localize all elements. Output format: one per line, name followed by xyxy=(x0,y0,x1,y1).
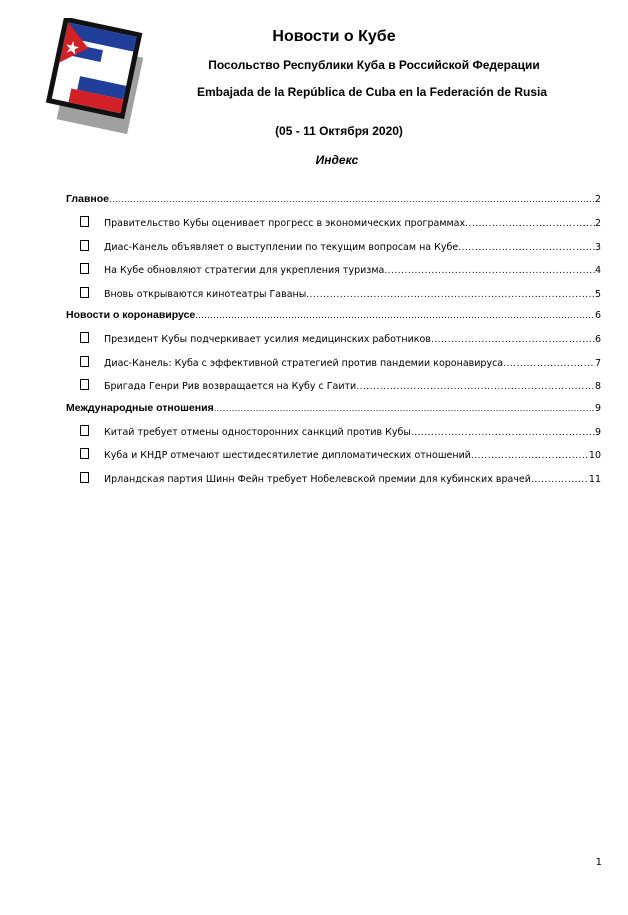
toc-section-coronavirus[interactable] xyxy=(66,309,601,331)
toc-entry-text: Президент Кубы подчеркивает усилия медицинских работников xyxy=(104,334,431,345)
toc-entry-text: Правительство Кубы оценивает прогресс в экономических программах xyxy=(104,218,466,229)
page-number: 1 xyxy=(595,857,602,868)
toc-section-title: Международные отношения xyxy=(66,401,214,414)
dot-leader xyxy=(195,310,595,320)
toc-page-number: 6 xyxy=(594,310,601,321)
subtitle-russian: Посольство Республики Куба в Российской Федерации xyxy=(208,58,540,72)
toc-page-number: 8 xyxy=(594,381,601,392)
dot-leader xyxy=(503,359,595,369)
dot-leader xyxy=(384,266,595,276)
dot-leader xyxy=(465,219,595,229)
index-heading: Индекс xyxy=(315,153,359,167)
bullet-box-icon xyxy=(80,216,89,227)
toc-entry-text: На Кубе обновляют стратегии для укрепления туризма xyxy=(104,265,385,276)
bullet-box-icon xyxy=(80,263,89,274)
toc-page-number: 10 xyxy=(588,450,601,461)
toc-section-title: Новости о коронавирусе xyxy=(66,309,196,321)
toc-entry-text: Китай требует отмены односторонних санкций против Кубы xyxy=(104,426,411,438)
bullet-box-icon xyxy=(80,448,89,459)
dot-leader xyxy=(109,194,595,204)
bullet-box-icon xyxy=(80,425,89,436)
dot-leader xyxy=(458,243,595,253)
toc-entry[interactable] xyxy=(66,262,601,286)
toc-section-title: Главное xyxy=(66,193,109,205)
toc-page-number: 9 xyxy=(594,426,601,438)
date-range: (05 - 11 Октября 2020) xyxy=(275,124,403,138)
dot-leader xyxy=(356,382,595,392)
toc-entry-text: Вновь открываются кинотеатры Гаваны xyxy=(104,288,307,300)
dot-leader xyxy=(306,290,595,300)
toc-entry-text: Диас-Канель объявляет о выступлении по текущим вопросам на Кубе xyxy=(104,241,459,253)
toc-page-number: 5 xyxy=(594,288,601,300)
toc-entry[interactable] xyxy=(66,471,601,495)
toc-entry[interactable] xyxy=(66,239,601,263)
dot-leader xyxy=(531,475,589,485)
bullet-box-icon xyxy=(80,332,89,343)
toc-entry[interactable] xyxy=(66,286,601,310)
page-title: Новости о Кубе xyxy=(272,28,396,45)
toc-page-number: 3 xyxy=(594,241,601,253)
toc-entry-text: Ирландская партия Шинн Фейн требует Нобелевской премии для кубинских врачей xyxy=(104,473,531,485)
toc-page-number: 6 xyxy=(594,334,601,345)
toc-page-number: 9 xyxy=(594,402,601,414)
toc-entry[interactable] xyxy=(66,378,601,402)
subtitle-spanish: Embajada de la República de Cuba en la Federación de Rusia xyxy=(196,85,548,99)
toc-page-number: 2 xyxy=(594,194,601,205)
table-of-contents xyxy=(66,193,601,494)
dot-leader xyxy=(214,403,595,413)
toc-section-international[interactable] xyxy=(66,402,601,424)
toc-entry-text: Диас-Канель: Куба с эффективной стратегией против пандемии коронавируса xyxy=(104,357,504,369)
bullet-box-icon xyxy=(80,287,89,298)
toc-entry[interactable] xyxy=(66,215,601,239)
dot-leader xyxy=(431,335,595,345)
toc-page-number: 11 xyxy=(588,473,601,485)
toc-entry[interactable] xyxy=(66,447,601,471)
toc-page-number: 7 xyxy=(594,357,601,369)
bullet-box-icon xyxy=(80,379,89,390)
toc-page-number: 2 xyxy=(594,218,601,229)
bullet-box-icon xyxy=(80,240,89,251)
toc-page-number: 4 xyxy=(594,265,601,276)
toc-section-main[interactable] xyxy=(66,193,601,215)
toc-entry[interactable] xyxy=(66,424,601,448)
toc-entry-text: Куба и КНДР отмечают шестидесятилетие дипломатических отношений xyxy=(104,450,471,461)
dot-leader xyxy=(411,428,595,438)
bullet-box-icon xyxy=(80,472,89,483)
bullet-box-icon xyxy=(80,356,89,367)
toc-entry[interactable] xyxy=(66,355,601,379)
toc-entry-text: Бригада Генри Рив возвращается на Кубу с Гаити xyxy=(104,381,357,392)
toc-entry[interactable] xyxy=(66,331,601,355)
dot-leader xyxy=(471,451,589,461)
